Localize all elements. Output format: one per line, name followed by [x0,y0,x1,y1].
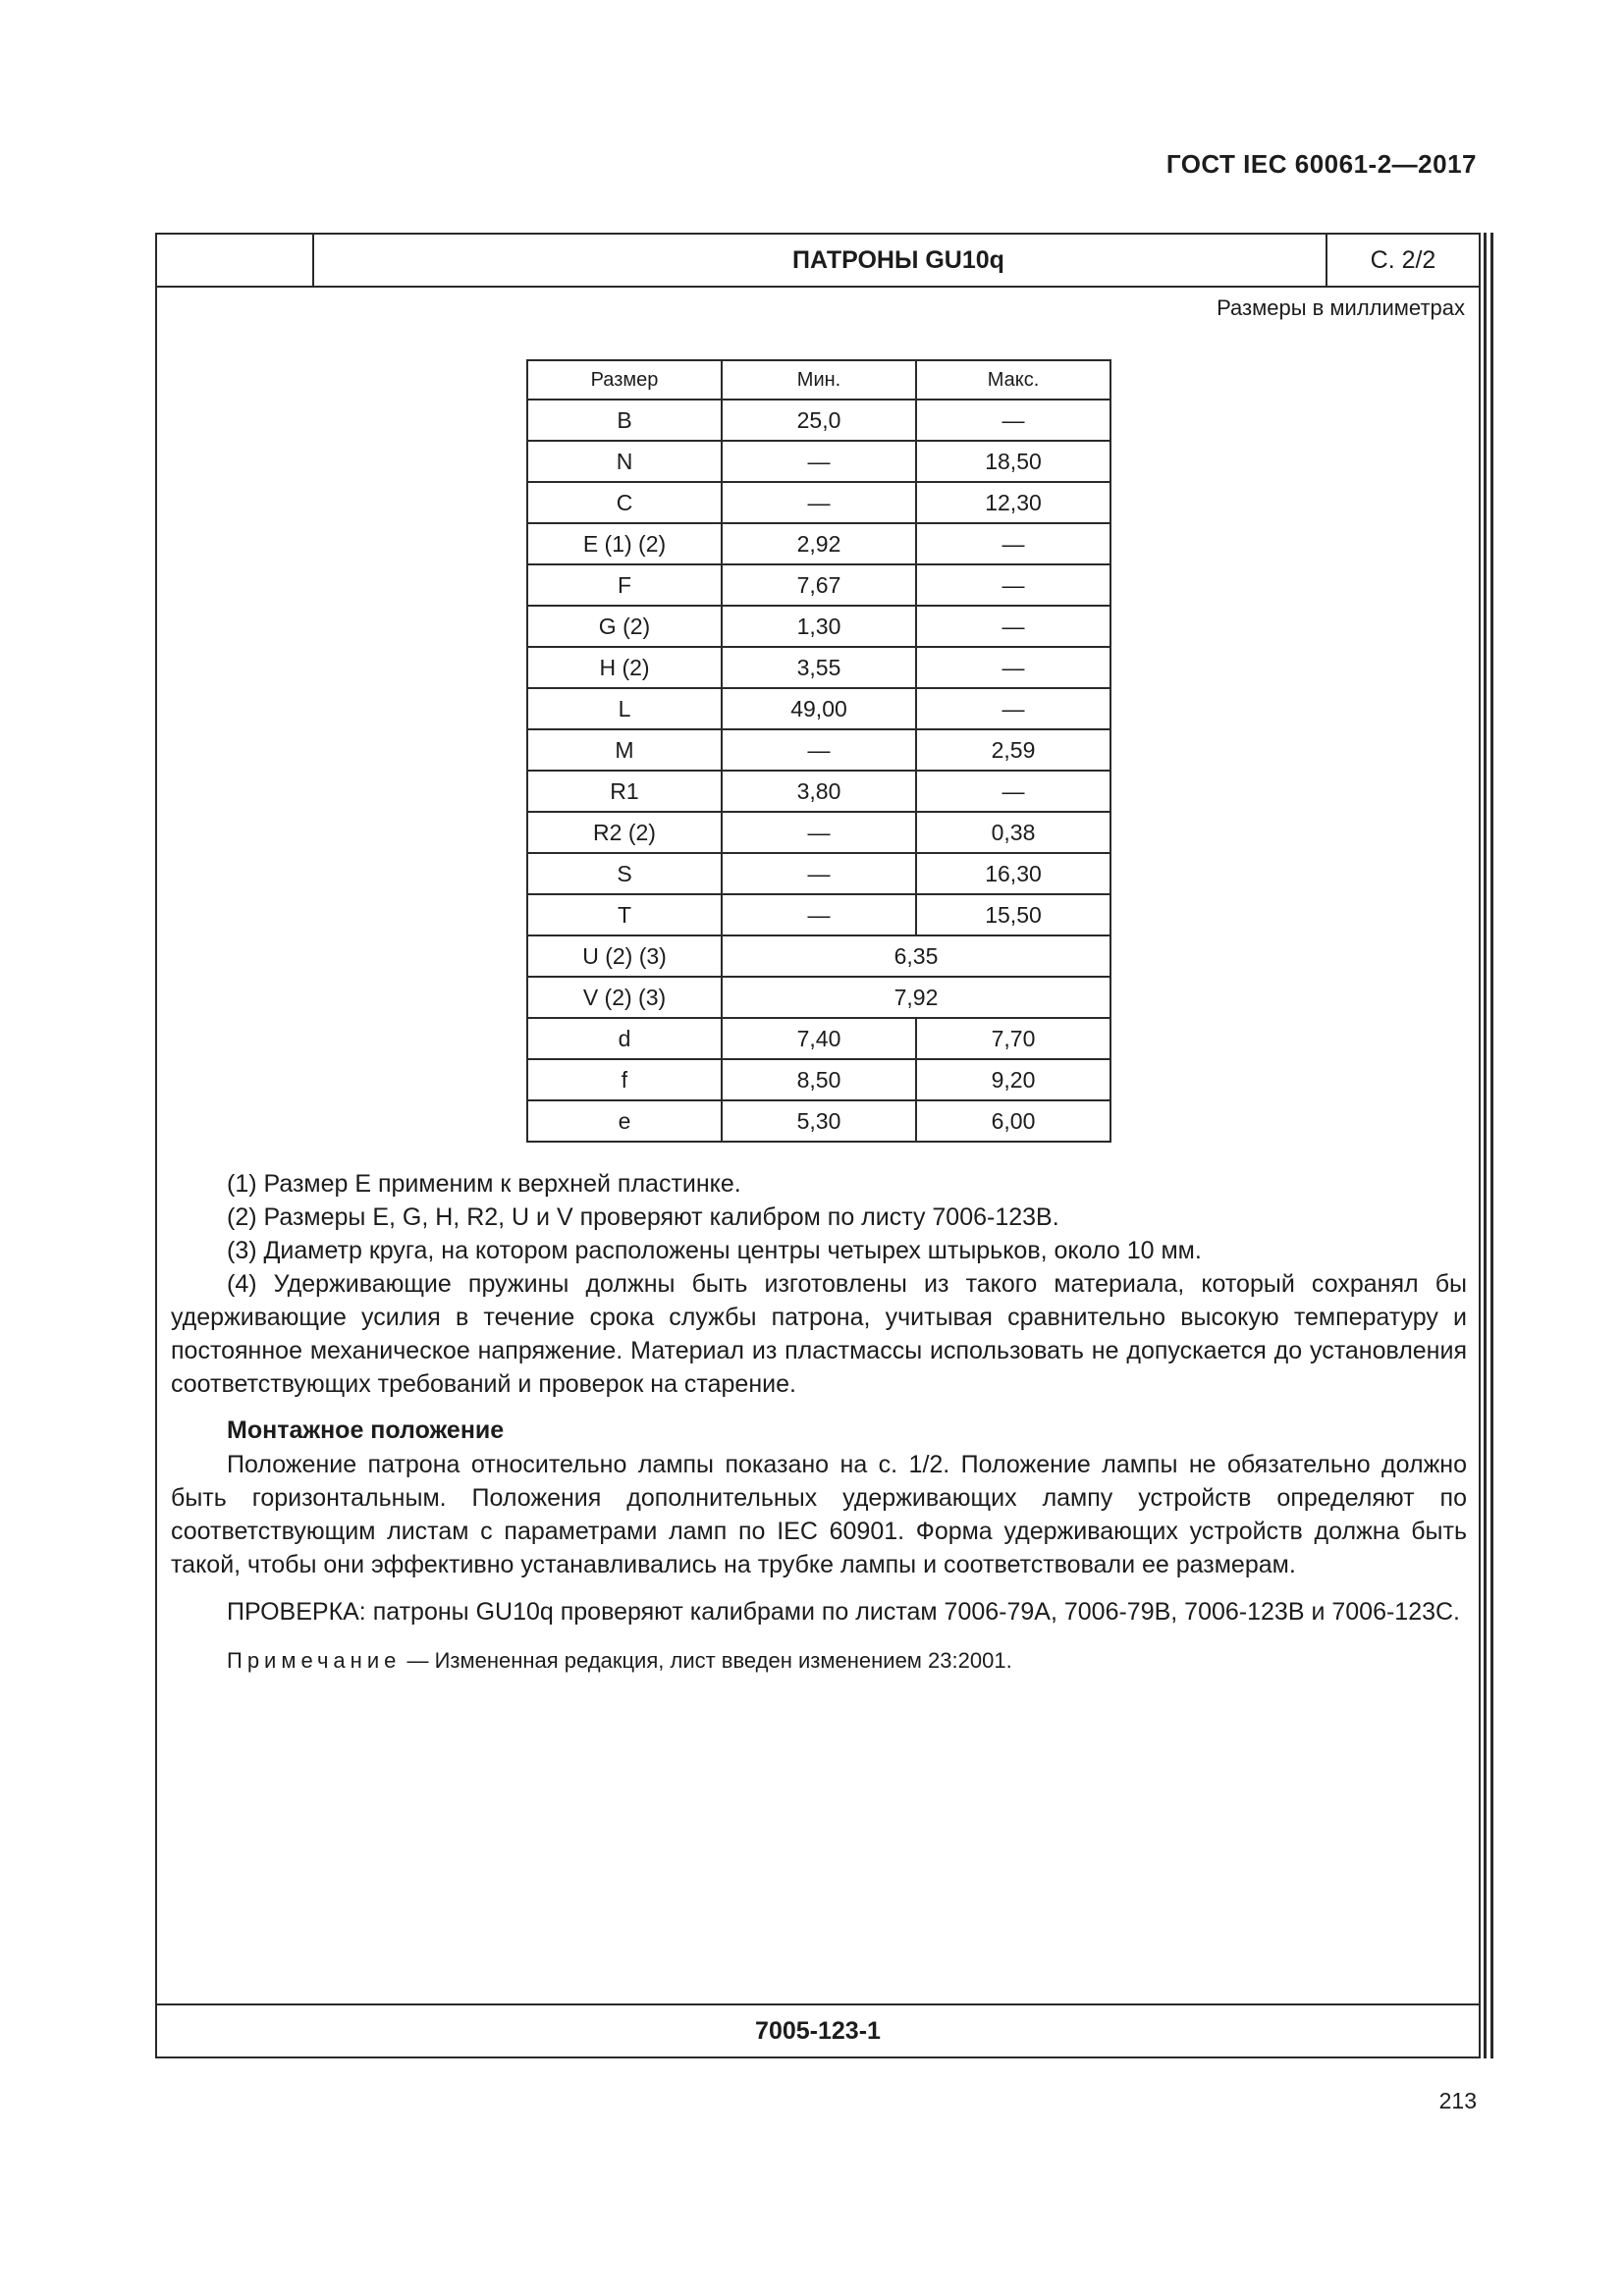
table-row [527,853,1110,894]
note-1: (1) Размер E применим к верхней пластинке. [227,1170,741,1198]
cell-max: 6,00 [916,1100,1110,1142]
cell-min: — [722,812,916,853]
cell-size: H (2) [527,647,722,688]
cell-min: — [722,894,916,935]
cell-max: — [916,771,1110,812]
cell-min: 2,92 [722,523,916,564]
cell-size: B [527,400,722,441]
cell-size: V (2) (3) [527,977,722,1018]
table-row [527,482,1110,523]
cell-size: e [527,1100,722,1142]
table-row [527,771,1110,812]
cell-min: 1,30 [722,606,916,647]
remark [171,1644,1467,1678]
cell-max: — [916,523,1110,564]
table-row [527,400,1110,441]
table-row [527,1100,1110,1142]
cell-min: 5,30 [722,1100,916,1142]
cell-min: 8,50 [722,1059,916,1100]
cell-max: 12,30 [916,482,1110,523]
table-row [527,441,1110,482]
col-header-max: Макс. [916,360,1110,400]
cell-size: N [527,441,722,482]
check-text: ПРОВЕРКА: патроны GU10q проверяют калибрами по листам 7006-79A, 7006-79B, 7006-123B и 7006-123C. [227,1598,1461,1626]
cell-size: C [527,482,722,523]
table-row [527,935,1110,977]
col-header-min: Мин. [722,360,916,400]
cell-size: E (1) (2) [527,523,722,564]
cell-max: 18,50 [916,441,1110,482]
cell-max: — [916,647,1110,688]
dimensions-table [526,359,1111,1143]
cell-min: — [722,441,916,482]
cell-max: 16,30 [916,853,1110,894]
remark-label: Примечание [227,1648,402,1673]
table-row [527,729,1110,771]
table-row [527,523,1110,564]
table-row [527,606,1110,647]
cell-min: 25,0 [722,400,916,441]
cell-size: S [527,853,722,894]
cell-max: — [916,606,1110,647]
table-row [527,812,1110,853]
cell-size: R1 [527,771,722,812]
cell-min: — [722,729,916,771]
sheet-frame [155,233,1481,2058]
cell-max: — [916,564,1110,606]
header-empty-cell [157,235,314,286]
cell-size: G (2) [527,606,722,647]
cell-min: 7,67 [722,564,916,606]
cell-min: 3,80 [722,771,916,812]
notes-block [171,1167,1467,1678]
cell-min: 49,00 [722,688,916,729]
table-row [527,1018,1110,1059]
note-3: (3) Диаметр круга, на котором расположены центры четырех штырьков, около 10 мм. [227,1237,1202,1264]
cell-min: 3,55 [722,647,916,688]
table-row [527,977,1110,1018]
sheet-number: 7005-123-1 [157,2003,1479,2056]
cell-size: M [527,729,722,771]
table-row [527,688,1110,729]
sheet-page: С. 2/2 [1326,235,1479,286]
table-row [527,564,1110,606]
table-row [527,1059,1110,1100]
cell-size: U (2) (3) [527,935,722,977]
cell-min: 7,40 [722,1018,916,1059]
cell-max: — [916,400,1110,441]
remark-text: — Измененная редакция, лист введен изменением 23:2001. [401,1648,1012,1673]
cell-max: 2,59 [916,729,1110,771]
cell-max: 7,70 [916,1018,1110,1059]
frame-double-line [1484,233,1487,2058]
sheet-title: ПАТРОНЫ GU10q [792,245,1004,274]
cell-size: F [527,564,722,606]
mounting-heading: Монтажное положение [227,1416,505,1444]
table-row [527,647,1110,688]
cell-min: — [722,482,916,523]
cell-size: T [527,894,722,935]
cell-max: — [916,688,1110,729]
table-header-row [527,360,1110,400]
cell-max: 0,38 [916,812,1110,853]
col-header-size: Размер [527,360,722,400]
cell-size: L [527,688,722,729]
cell-nominal: 7,92 [722,977,1110,1018]
cell-size: d [527,1018,722,1059]
units-note: Размеры в миллиметрах [1217,295,1465,320]
page-number: 213 [1438,2088,1477,2113]
cell-nominal: 6,35 [722,935,1110,977]
cell-size: f [527,1059,722,1100]
sheet-header [157,235,1479,288]
cell-size: R2 (2) [527,812,722,853]
cell-min: — [722,853,916,894]
note-4: (4) Удерживающие пружины должны быть изготовлены из такого материала, который сохранял бы удерживающие усилия в течение срока службы патрона, учитывая сравнительно высокую температуру и постоянное механическое напряжение. Материал из пластмассы использовать не допускается до установления соответствующих требований и проверок на старение. [171,1270,1467,1398]
cell-max: 15,50 [916,894,1110,935]
cell-max: 9,20 [916,1059,1110,1100]
note-2: (2) Размеры E, G, H, R2, U и V проверяют калибром по листу 7006-123B. [227,1203,1059,1231]
table-row [527,894,1110,935]
standard-code: ГОСТ IEC 60061-2—2017 [1165,149,1477,179]
mounting-text: Положение патрона относительно лампы показано на с. 1/2. Положение лампы не обязательно должно быть горизонтальным. Положения дополнительных удерживающих лампу устройств определяют по соответствующим листам с параметрами ламп по IEC 60901. Форма удерживающих устройств должна быть такой, чтобы они эффективно устанавливались на трубке лампы и соответствовали ее размерам. [171,1451,1467,1578]
frame-double-line [1490,233,1493,2058]
